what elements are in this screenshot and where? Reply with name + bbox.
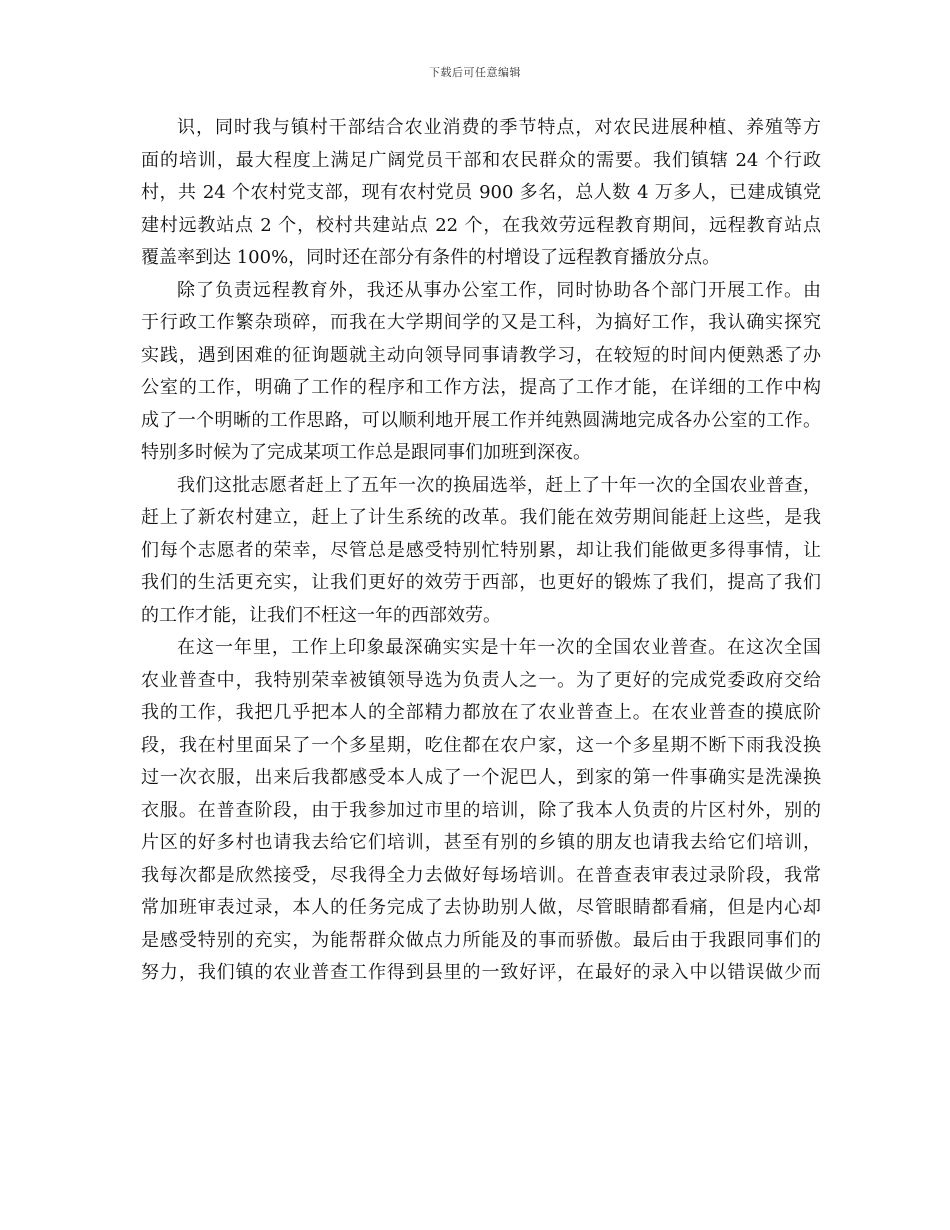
- text-line: 成了一个明晰的工作思路，可以顺利地开展工作并纯熟圆满地完成各办公室的工作。: [141, 409, 821, 431]
- text-line: 段，我在村里面呆了一个多星期，吃住都在农户家，这一个多星期不断下雨我没换: [141, 734, 821, 756]
- text-line: 我的工作，我把几乎把本人的全部精力都放在了农业普查上。在农业普查的摸底阶: [141, 702, 821, 723]
- text-line: 常加班审表过录，本人的任务完成了去协助别人做，尽管眼睛都看痛，但是内心却: [141, 897, 821, 918]
- text-line: 片区的好多村也请我去给它们培训，甚至有别的乡镇的朋友也请我去给它们培训，: [141, 832, 821, 853]
- text-line: 我们这批志愿者赶上了五年一次的换届选举，赶上了十年一次的全国农业普查，: [177, 474, 821, 496]
- text-line: 公室的工作，明确了工作的程序和工作方法，提高了工作才能，在详细的工作中构: [141, 377, 821, 398]
- text-line: 在这一年里，工作上印象最深确实实是十年一次的全国农业普查。在这次全国: [177, 637, 821, 658]
- text-line: 识，同时我与镇村干部结合农业消费的季节特点，对农民进展种植、养殖等方: [177, 117, 821, 138]
- document-body: [141, 112, 821, 990]
- text-line: 除了负责远程教育外，我还从事办公室工作，同时协助各个部门开展工作。由: [177, 279, 821, 301]
- page-header: 下载后可任意编辑: [429, 66, 521, 79]
- text-line: 覆盖率到达 100%，同时还在部分有条件的村增设了远程教育播放分点。: [141, 247, 721, 268]
- text-line: 赶上了新农村建立，赶上了计生系统的改革。我们能在效劳期间能赶上这些，是我: [141, 507, 821, 528]
- text-line: 们每个志愿者的荣幸，尽管总是感受特别忙特别累，却让我们能做更多得事情，让: [141, 539, 821, 561]
- text-line: 我们的生活更充实，让我们更好的效劳于西部，也更好的锻炼了我们，提高了我们: [141, 572, 821, 593]
- text-line: 农业普查中，我特别荣幸被镇领导选为负责人之一。为了更好的完成党委政府交给: [141, 669, 821, 691]
- text-line: 于行政工作繁杂琐碎，而我在大学期间学的又是工科，为搞好工作，我认确实探究: [141, 312, 821, 333]
- text-line: 面的培训，最大程度上满足广阔党员干部和农民群众的需要。我们镇辖 24 个行政: [141, 149, 821, 171]
- text-line: 实践，遇到困难的征询题就主动向领导同事请教学习，在较短的时间内便熟悉了办: [141, 344, 821, 366]
- text-line: 特别多时候为了完成某项工作总是跟同事们加班到深夜。: [141, 442, 591, 463]
- text-line: 的工作才能，让我们不枉这一年的西部效劳。: [141, 604, 501, 626]
- text-line: 村，共 24 个农村党支部，现有农村党员 900 多名，总人数 4 万多人，已建成镇党: [141, 182, 821, 203]
- text-line: 建村远教站点 2 个，校村共建站点 22 个，在我效劳远程教育期间，远程教育站点: [141, 214, 821, 236]
- text-line: 我每次都是欣然接受，尽我得全力去做好每场培训。在普查表审表过录阶段，我常: [141, 864, 821, 886]
- text-line: 是感受特别的充实，为能帮群众做点力所能及的事而骄傲。最后由于我跟同事们的: [141, 929, 821, 951]
- text-line: 衣服。在普查阶段，由于我参加过市里的培训，除了我本人负责的片区村外，别的: [141, 799, 821, 821]
- text-line: 过一次衣服，出来后我都感受本人成了一个泥巴人，到家的第一件事确实是洗澡换: [141, 767, 821, 788]
- text-line: 努力，我们镇的农业普查工作得到县里的一致好评，在最好的录入中以错误做少而: [141, 962, 821, 983]
